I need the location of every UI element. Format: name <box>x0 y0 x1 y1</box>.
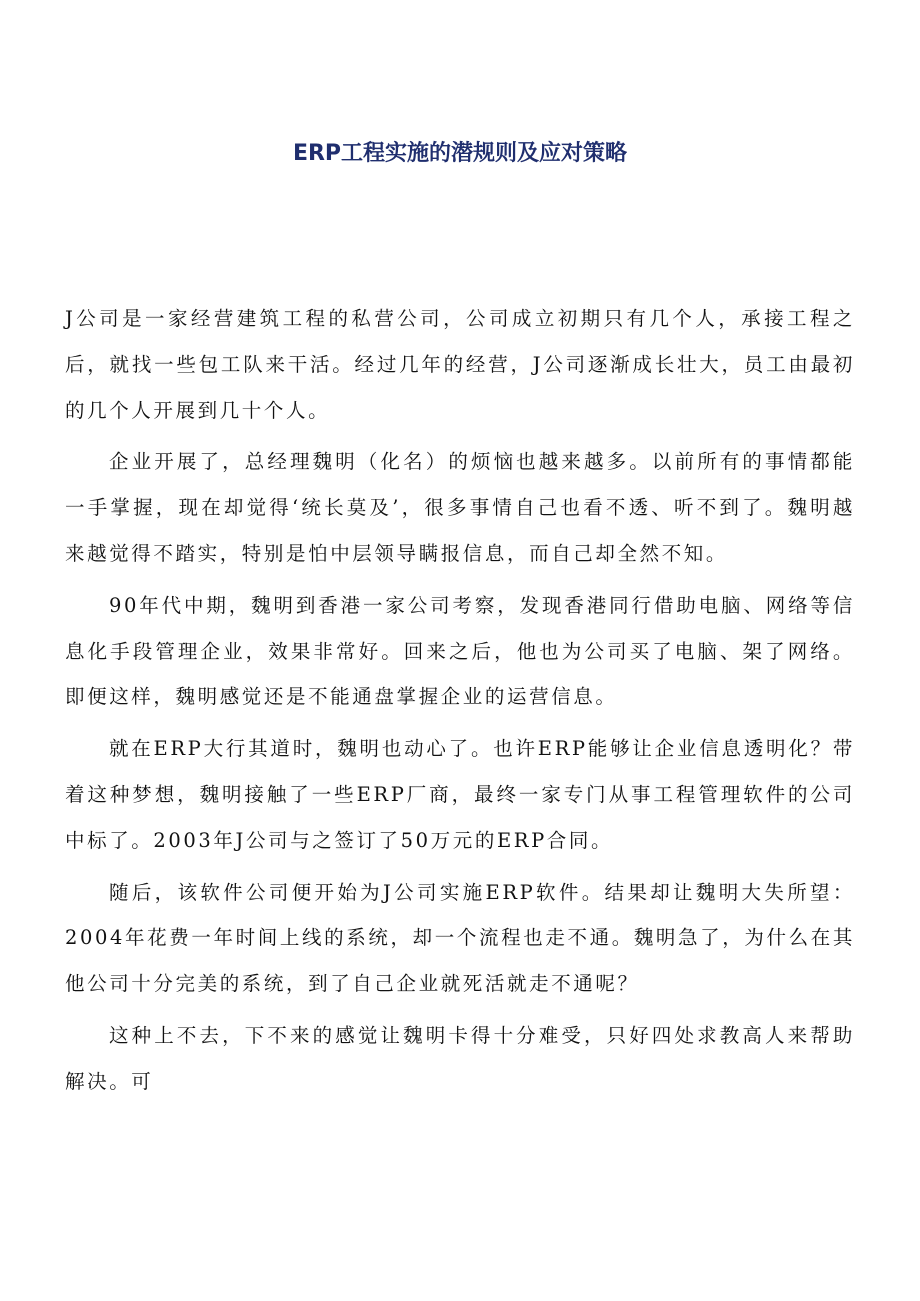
document-body <box>65 296 855 1105</box>
paragraph-2: 企业开展了，总经理魏明（化名）的烦恼也越来越多。以前所有的事情都能一手掌握，现在却觉得‘统长莫及’，很多事情自己也看不透、听不到了。魏明越来越觉得不踏实，特别是怕中层领导瞒报信息，而自己却全然不知。 <box>65 450 855 565</box>
paragraph-4: 就在ERP大行其道时，魏明也动心了。也许ERP能够让企业信息透明化？带着这种梦想，魏明接触了一些ERP厂商，最终一家专门从事工程管理软件的公司中标了。2003年J公司与之签订了50万元的ERP合同。 <box>65 737 855 852</box>
paragraph-6: 这种上不去，下不来的感觉让魏明卡得十分难受，只好四处求教高人来帮助解决。可 <box>65 1023 855 1093</box>
document-title: ERP工程实施的潜规则及应对策略 <box>292 141 628 166</box>
paragraph-1: J公司是一家经营建筑工程的私营公司，公司成立初期只有几个人，承接工程之后，就找一些包工队来干活。经过几年的经营，J公司逐渐成长壮大，员工由最初的几个人开展到几十个人。 <box>65 307 855 422</box>
paragraph-5: 随后，该软件公司便开始为J公司实施ERP软件。结果却让魏明大失所望：2004年花费一年时间上线的系统，却一个流程也走不通。魏明急了，为什么在其他公司十分完美的系统，到了自己企业就死活就走不通呢？ <box>65 880 855 996</box>
paragraph-3: 90年代中期，魏明到香港一家公司考察，发现香港同行借助电脑、网络等信息化手段管理企业，效果非常好。回来之后，他也为公司买了电脑、架了网络。即便这样，魏明感觉还是不能通盘掌握企业的运营信息。 <box>65 593 855 709</box>
